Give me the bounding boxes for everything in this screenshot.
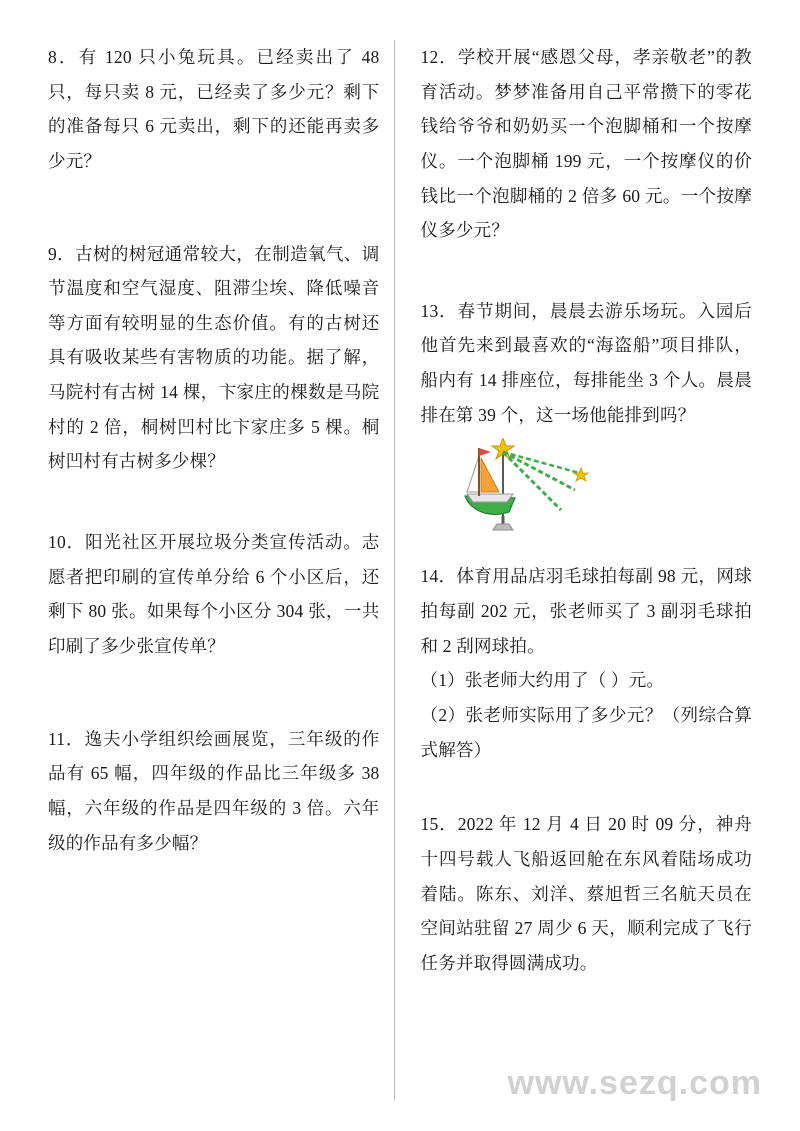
problem-9	[48, 237, 380, 479]
problem-12	[421, 40, 753, 248]
problem-10-text: 10．阳光社区开展垃圾分类宣传活动。志愿者把印刷的宣传单分给 6 个小区后，还剩下 80 张。如果每个小区分 304 张，一共印刷了多少张宣传单？	[48, 532, 380, 656]
problem-9-text: 9．古树的树冠通常较大，在制造氧气、调节温度和空气湿度、阻滞尘埃、降低噪音等方面有较明显的生态价值。有的古树还具有吸收某些有害物质的功能。据了解，马院村有古树 14 棵，卞家庄的棵数是马院村的 2 倍，桐树凹村比卞家庄多 5 棵。桐树凹村有古树多少棵？	[48, 243, 380, 472]
problem-8-text: 8．有 120 只小兔玩具。已经卖出了 48 只，每只卖 8 元，已经卖了多少元？剩下的准备每只 6 元卖出，剩下的还能再卖多少元？	[48, 47, 380, 171]
right-column	[395, 40, 753, 1100]
problem-13	[421, 294, 753, 534]
problem-14-text: 14．体育用品店羽毛球拍每副 98 元，网球拍每副 202 元，张老师买了 3 副羽毛球拍和 2 刮网球拍。	[420, 566, 752, 656]
problem-12-text: 12．学校开展“感恩父母，孝亲敬老”的教育活动。梦梦准备用自己平常攒下的零花钱给爷爷和奶奶买一个泡脚桶和一个按摩仪。一个泡脚桶 199 元，一个按摩仪的价钱比一个泡脚桶的 2 倍多 60 元。一个按摩仪多少元？	[420, 47, 752, 241]
problem-15-text: 15．2022 年 12 月 4 日 20 时 09 分，神舟十四号载人飞船返回舱在东风着陆场成功着陆。陈东、刘洋、蔡旭哲三名航天员在空间站驻留 27 周少 6 天，顺利完成了飞行任务并取得圆满成功。	[420, 814, 752, 973]
problem-10	[48, 525, 380, 664]
left-column	[48, 40, 394, 1100]
problem-14	[421, 559, 753, 767]
site-watermark: www.sezq.com	[507, 1064, 762, 1102]
problem-14-sub-1: （1）张老师大约用了（ ）元。	[420, 670, 665, 691]
problem-11	[48, 722, 380, 861]
problem-11-text: 11．逸夫小学组织绘画展览，三年级的作品有 65 幅，四年级的作品比三年级多 38 幅，六年级的作品是四年级的 3 倍。六年级的作品有多少幅？	[48, 728, 380, 853]
problem-14-sub-2: （2）张老师实际用了多少元？（列综合算式解答）	[420, 704, 752, 760]
two-column-layout	[48, 40, 752, 1100]
problem-13-text: 13．春节期间，晨晨去游乐场玩。入园后他首先来到最喜欢的“海盗船”项目排队，船内有 14 排座位，每排能坐 3 个人。晨晨排在第 39 个，这一场他能排到吗？	[420, 300, 752, 425]
pirate-ship-ride-illustration	[457, 438, 607, 533]
problem-8	[48, 40, 380, 179]
problem-15	[421, 807, 753, 980]
